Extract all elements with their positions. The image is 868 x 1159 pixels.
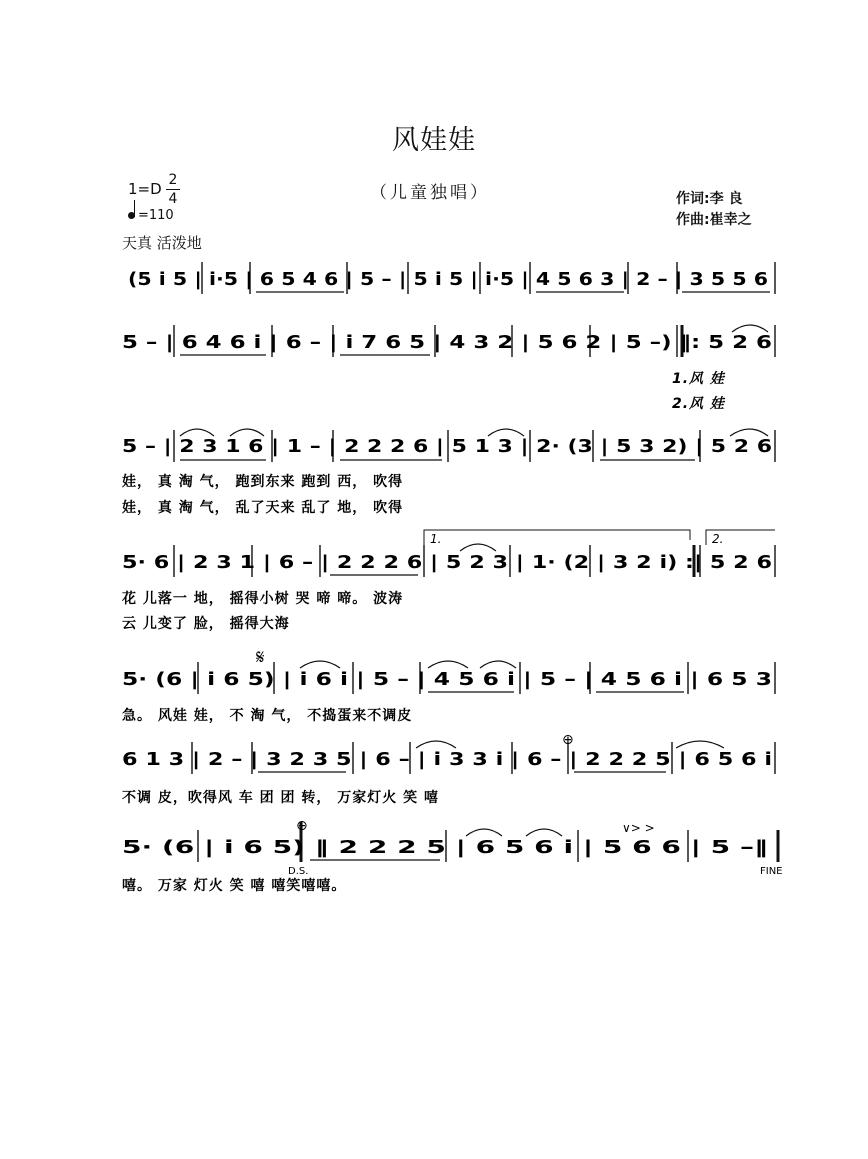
time-top: 2 xyxy=(168,172,178,188)
lyric-line-3b: 娃， 真 淘 气， 乱了天来 乱了 地， 吹得 xyxy=(122,500,404,516)
coda-icon: ⊕ xyxy=(296,818,308,834)
lyric-line-4b: 云 儿变了 脸， 摇得大海 xyxy=(122,616,290,632)
page-title: 风娃娃 xyxy=(392,125,476,156)
accent-marks: ∨> > xyxy=(622,821,655,835)
coda-icon-2: ⊕ xyxy=(562,732,574,748)
notation-line-7: 5· (6 | i 6 5) ‖ 2 2 2 5 | 6 5 6 i | 5 6 6 | 5 –‖ xyxy=(122,837,768,858)
tempo-value: =110 xyxy=(138,208,174,223)
notation-line-1: (5 i 5 | i·5 | 6 5 4 6 | 5 – | 5 i 5 | i·5 | 4 5 6 3 | 2 – | 3 5 5 6 xyxy=(128,269,768,290)
lyric-line-2a: 1.风 娃 xyxy=(672,371,725,387)
expression-marking: 天真 活泼地 xyxy=(122,234,202,252)
fine-mark: FINE xyxy=(760,866,783,877)
segno-icon: 𝄋 xyxy=(256,645,265,669)
lyric-line-5: 急。 风娃 娃， 不 淘 气， 不捣蛋来不调皮 xyxy=(122,708,413,724)
volta-1: 1. xyxy=(430,532,442,546)
time-bottom: 4 xyxy=(168,191,178,207)
lyricist-credit: 作词:李 良 xyxy=(676,191,743,207)
ds-mark: D.S. xyxy=(288,866,309,877)
lyric-line-7: 嘻。 万家 灯火 笑 嘻 嘻笑嘻嘻。 xyxy=(122,878,347,894)
notation-line-6: 6 1 3 | 2 – | 3 2 3 5 | 6 – | i 3 3 i | 6 – | 2 2 2 5 | 6 5 6 i xyxy=(122,749,772,770)
notation-line-4: 5· 6 | 2 3 1 | 6 – | 2 2 2 6 | 5 2 3 | 1· (2 | 3 2 i) :| 5 2 6 xyxy=(122,552,772,573)
notation-line-5: 5· (6 | i 6 5) | i 6 i | 5 – | 4 5 6 i | 5 – | 4 5 6 i | 6 5 3 xyxy=(122,669,772,690)
lyric-line-4a: 花 儿落一 地， 摇得小树 哭 啼 啼。 波涛 xyxy=(122,591,404,607)
lyric-line-6: 不调 皮，吹得风 车 团 团 转， 万家灯火 笑 嘻 xyxy=(122,790,439,806)
lyric-line-2b: 2.风 娃 xyxy=(672,396,725,412)
notation-line-3: 5 – | 2 3 1 6 | 1 – | 2 2 2 6 | 5 1 3 | 2· (3 | 5 3 2) | 5 2 6 xyxy=(122,436,772,457)
volta-2: 2. xyxy=(712,532,724,546)
composer-credit: 作曲:崔幸之 xyxy=(676,212,752,228)
key-signature: 1=D xyxy=(128,180,162,198)
notation-line-2: 5 – | 6 4 6 i | 6 – | i 7 6 5 | 4 3 2 | 5 6 2 | 5 –) ‖: 5 2 6 xyxy=(122,332,772,353)
lyric-line-3a: 娃， 真 淘 气， 跑到东来 跑到 西， 吹得 xyxy=(122,474,404,490)
subtitle: （儿童独唱） xyxy=(370,183,490,203)
